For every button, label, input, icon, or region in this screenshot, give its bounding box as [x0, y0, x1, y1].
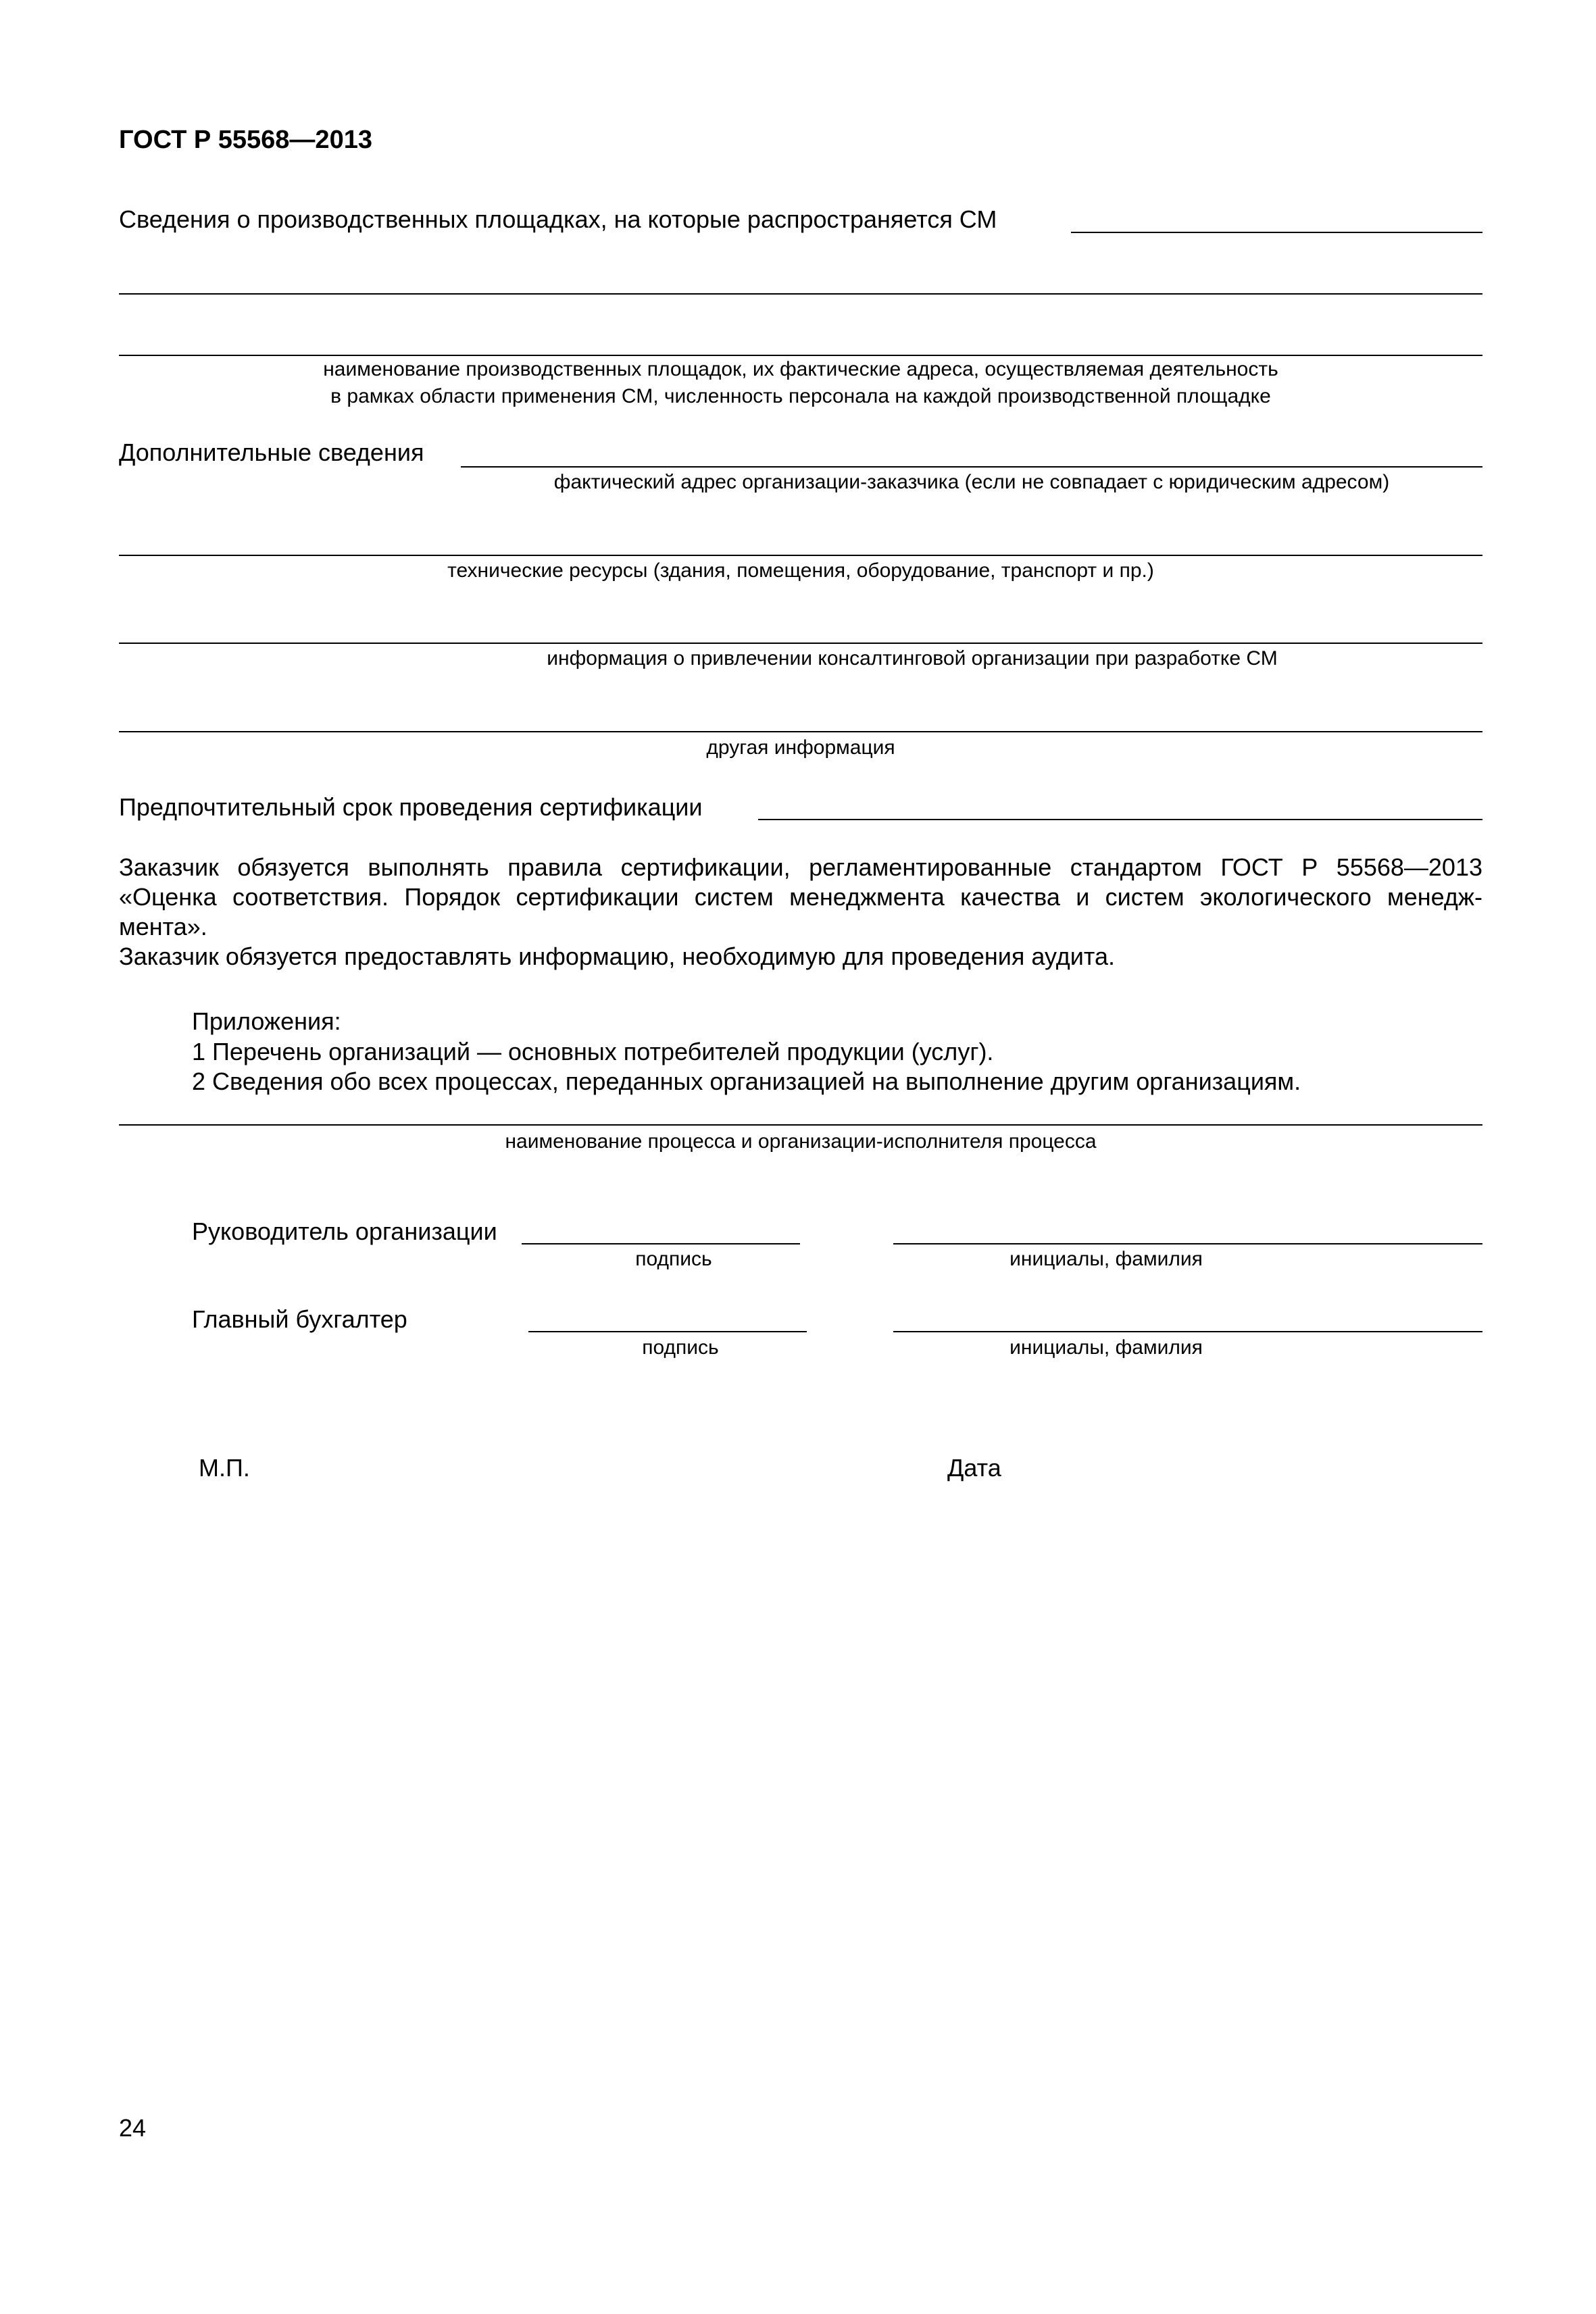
head-name-line[interactable] — [893, 1243, 1482, 1244]
page-number: 24 — [119, 2114, 147, 2142]
obligations-line-2: «Оценка соответствия. Порядок сертификации систем менеджмента качества и систем экологического менедж- — [119, 883, 1482, 911]
obligations-line-1: Заказчик обязуется выполнять правила сертификации, регламентированные стандартом ГОСТ Р 55568—2013 — [119, 853, 1482, 881]
additional-caption-address: фактический адрес организации-заказчика (если не совпадает с юридическим адресом) — [553, 471, 1390, 493]
process-caption: наименование процесса и организации-исполнителя процесса — [505, 1130, 1097, 1153]
obligations-line-4: Заказчик обязуется предоставлять информацию, необходимую для проведения аудита. — [119, 942, 1115, 970]
sites-label: Сведения о производственных площадках, на которые распространяется СМ — [119, 205, 997, 233]
head-label: Руководитель организации — [192, 1217, 497, 1245]
obligations-paragraph — [119, 853, 1482, 972]
sites-field-line-1[interactable] — [1071, 232, 1482, 233]
accountant-signature-caption: подпись — [642, 1336, 719, 1359]
accountant-name-line[interactable] — [893, 1331, 1482, 1332]
sites-caption-2: в рамках области применения СМ, численность персонала на каждой производственной площадке — [330, 385, 1271, 407]
sites-field-line-2[interactable] — [119, 293, 1482, 295]
document-header: ГОСТ Р 55568—2013 — [119, 126, 372, 154]
head-name-caption: инициалы, фамилия — [1009, 1248, 1203, 1270]
accountant-signature-line[interactable] — [528, 1331, 807, 1332]
head-signature-caption: подпись — [635, 1248, 712, 1270]
accountant-label: Главный бухгалтер — [192, 1305, 407, 1333]
date-label: Дата — [947, 1454, 1001, 1482]
accountant-name-caption: инициалы, фамилия — [1009, 1336, 1203, 1359]
preferred-date-field-line[interactable] — [758, 819, 1482, 820]
consulting-caption: информация о привлечении консалтинговой организации при разработке СМ — [547, 647, 1278, 670]
head-signature-line[interactable] — [522, 1243, 800, 1244]
additional-field-line[interactable] — [461, 466, 1482, 468]
attachments-title: Приложения: — [192, 1007, 341, 1035]
attachment-item-1: 1 Перечень организаций — основных потребителей продукции (услуг). — [192, 1038, 994, 1065]
other-caption: другая информация — [706, 736, 895, 759]
attachment-item-2: 2 Сведения обо всех процессах, переданных организацией на выполнение другим организациям. — [192, 1067, 1301, 1095]
consulting-field-line[interactable] — [119, 643, 1482, 644]
additional-label: Дополнительные сведения — [119, 438, 424, 466]
resources-field-line[interactable] — [119, 555, 1482, 556]
process-field-line[interactable] — [119, 1124, 1482, 1126]
preferred-date-label: Предпочтительный срок проведения сертификации — [119, 793, 703, 821]
sites-field-line-3[interactable] — [119, 355, 1482, 356]
other-field-line[interactable] — [119, 731, 1482, 732]
sites-caption-1: наименование производственных площадок, их фактические адреса, осуществляемая деятельность — [323, 358, 1278, 380]
resources-caption: технические ресурсы (здания, помещения, оборудование, транспорт и пр.) — [447, 559, 1154, 582]
obligations-line-3: мента». — [119, 913, 207, 940]
seal-label: М.П. — [199, 1454, 250, 1482]
